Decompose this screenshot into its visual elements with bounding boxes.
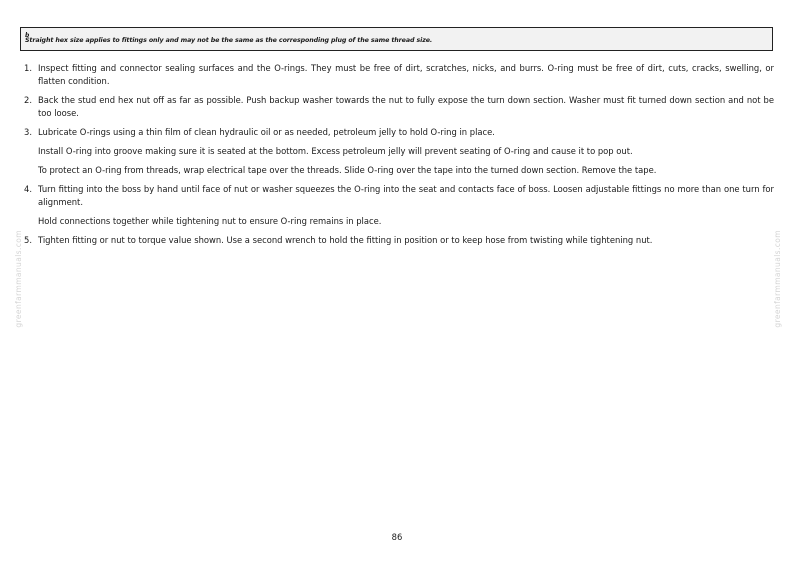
step-text: Back the stud end hex nut off as far as possible. Push backup washer towards the nut to fully expose the turn down section. Washer must fit turned down section and not be too loose. [38, 95, 774, 118]
step-text: Lubricate O-rings using a thin film of clean hydraulic oil or as needed, petroleum jelly to hold O-ring in place. [38, 127, 495, 137]
step-1 [24, 62, 774, 88]
step-4 [24, 183, 774, 209]
step-text: Inspect fitting and connector sealing surfaces and the O-rings. They must be free of dirt, scratches, nicks, and burrs. O-ring must be free of dirt, cuts, cracks, swelling, or flatten condition. [38, 63, 774, 86]
watermark-left: greenfarmmanuals.com [14, 230, 23, 328]
step-3-note: To protect an O-ring from threads, wrap electrical tape over the threads. Slide O-ring over the tape into the turned down section. Remove the tape. [38, 165, 657, 175]
step-3 [24, 126, 774, 139]
step-number: 1. [24, 63, 32, 73]
step-number: 4. [24, 184, 32, 194]
step-text: Tighten fitting or nut to torque value shown. Use a second wrench to hold the fitting in position or to keep hose from twisting while tightening nut. [38, 235, 653, 245]
step-5 [24, 234, 774, 247]
watermark-right: greenfarmmanuals.com [773, 230, 782, 328]
footnote-box [20, 27, 773, 51]
instructions-list [24, 62, 774, 253]
step-number: 3. [24, 127, 32, 137]
step-number: 5. [24, 235, 32, 245]
step-number: 2. [24, 95, 32, 105]
step-text: Turn fitting into the boss by hand until face of nut or washer squeezes the O-ring into the seat and contacts face of boss. Loosen adjustable fittings no more than one turn for alignment. [38, 184, 774, 207]
step-4-note: Hold connections together while tightening nut to ensure O-ring remains in place. [38, 216, 382, 226]
step-3-note: Install O-ring into groove making sure it is seated at the bottom. Excess petroleum jelly will prevent seating of O-ring and cause it to pop out. [38, 146, 633, 156]
footnote-mark: b [25, 32, 30, 39]
page-number: 86 [391, 532, 403, 542]
step-2 [24, 94, 774, 120]
footnote-text: Straight hex size applies to fittings only and may not be the same as the corresponding plug of the same thread size. [25, 37, 433, 44]
